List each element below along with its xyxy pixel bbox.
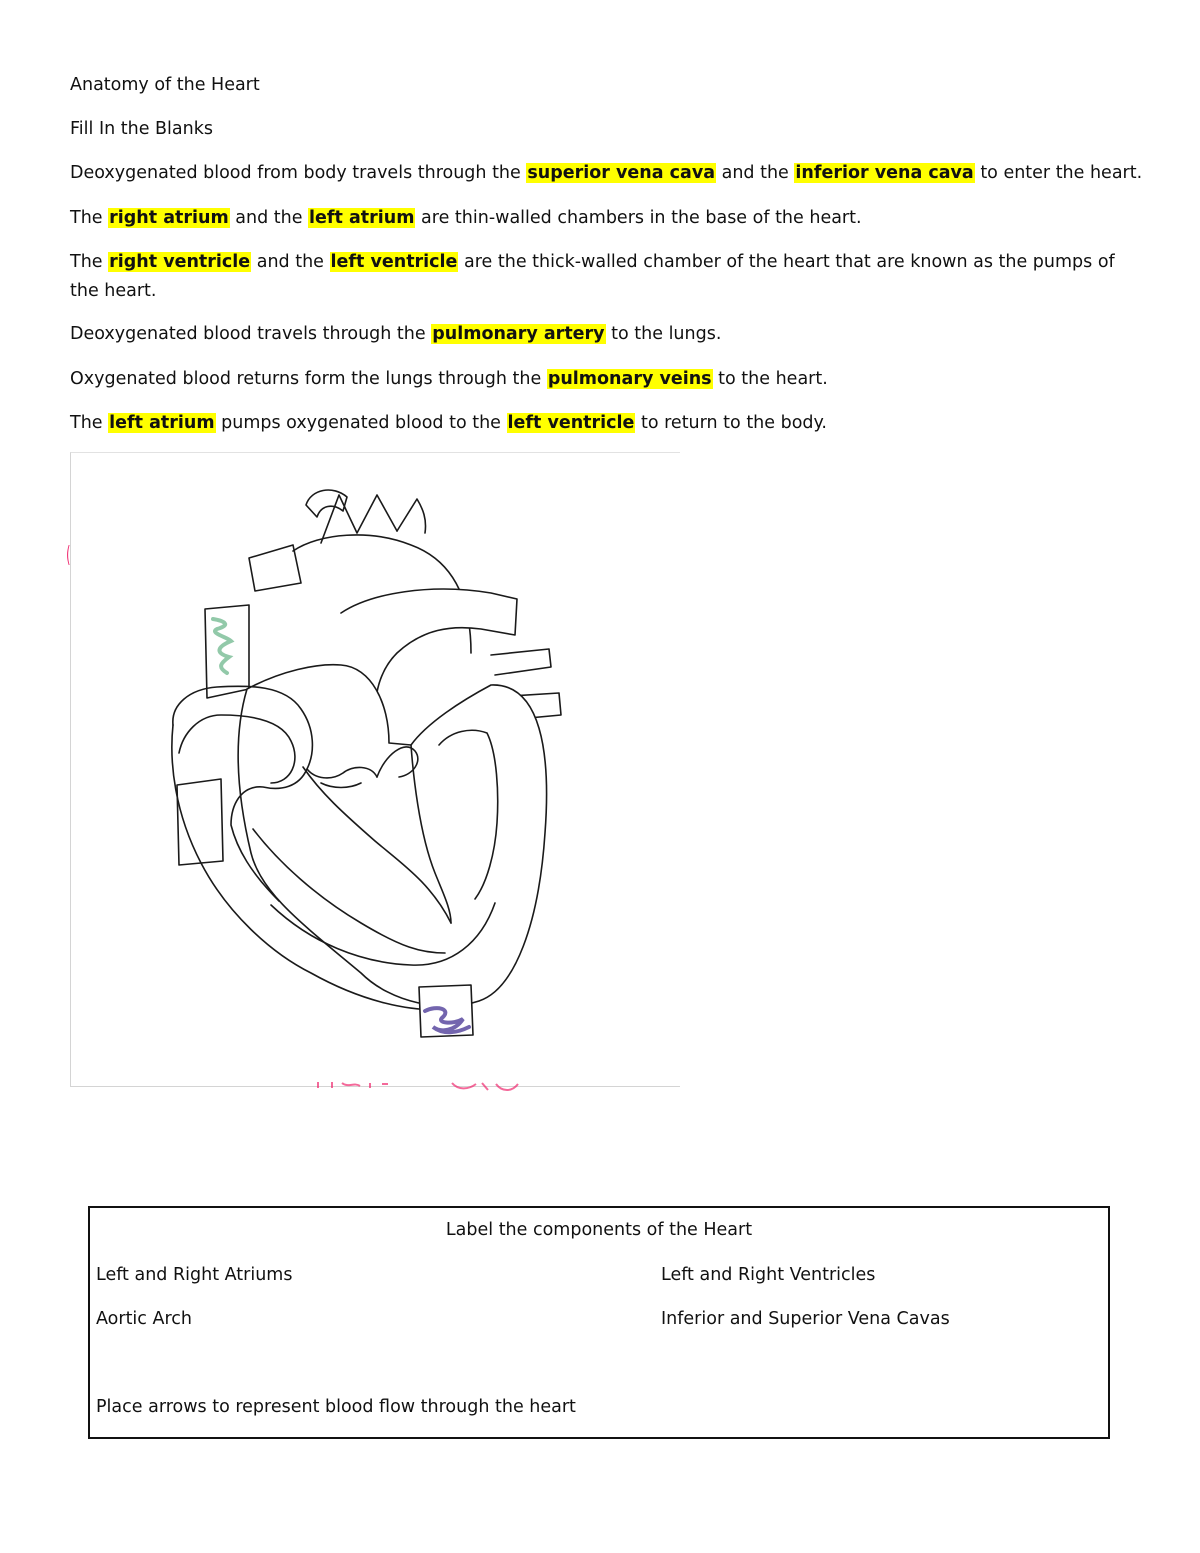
heart-diagram-figure [70,452,680,1087]
sentence-text: The [70,208,109,228]
sentence-4 [70,320,1130,349]
label-box-instruction: Place arrows to represent blood flow through the heart [96,1397,576,1417]
sentence-1 [70,159,1143,188]
pink-marker-fragment-bottom [312,1080,532,1098]
sentence-text: are the thick-walled chamber of the heart that are known as the pumps of the heart. [70,252,1115,301]
sentence-text: Oxygenated blood returns form the lungs through the [70,369,547,389]
sentence-text: The [70,413,109,433]
sentence-text: Deoxygenated blood travels through the [70,324,432,344]
sentence-text: and the [716,163,795,183]
sentence-text: are thin-walled chambers in the base of the heart. [415,208,862,228]
highlighted-answer: pulmonary artery [432,324,605,344]
page-title: Anatomy of the Heart [70,75,260,95]
pink-marker-fragment-left: ( [66,543,71,568]
highlighted-answer: left ventricle [330,252,458,272]
highlighted-answer: right atrium [109,208,229,228]
page-subtitle: Fill In the Blanks [70,119,213,139]
sentence-6 [70,409,1130,438]
heart-diagram-icon [71,453,680,1087]
highlighted-answer: left ventricle [507,413,635,433]
sentence-text: to the heart. [712,369,828,389]
sentence-3 [70,248,1120,306]
highlighted-answer: inferior vena cava [795,163,974,183]
highlighted-answer: left atrium [109,413,215,433]
label-box-heading: Label the components of the Heart [445,1220,753,1240]
label-item-atriums: Left and Right Atriums [96,1265,293,1285]
highlighted-answer: right ventricle [109,252,251,272]
label-box [88,1206,1110,1439]
sentence-text: pumps oxygenated blood to the [215,413,507,433]
sentence-text: Deoxygenated blood from body travels through the [70,163,527,183]
sentence-text: and the [229,208,309,228]
sentence-text: to the lungs. [605,324,722,344]
highlighted-answer: superior vena cava [527,163,716,183]
sentence-text: to return to the body. [635,413,827,433]
label-item-ventricles: Left and Right Ventricles [661,1265,876,1285]
highlighted-answer: pulmonary veins [547,369,712,389]
sentence-text: and the [251,252,330,272]
sentence-2 [70,204,1130,233]
sentence-5 [70,365,1130,394]
label-item-aortic-arch: Aortic Arch [96,1309,192,1329]
sentence-text: The [70,252,109,272]
highlighted-answer: left atrium [309,208,415,228]
label-item-vena-cavas: Inferior and Superior Vena Cavas [661,1309,950,1329]
sentence-text: to enter the heart. [974,163,1143,183]
